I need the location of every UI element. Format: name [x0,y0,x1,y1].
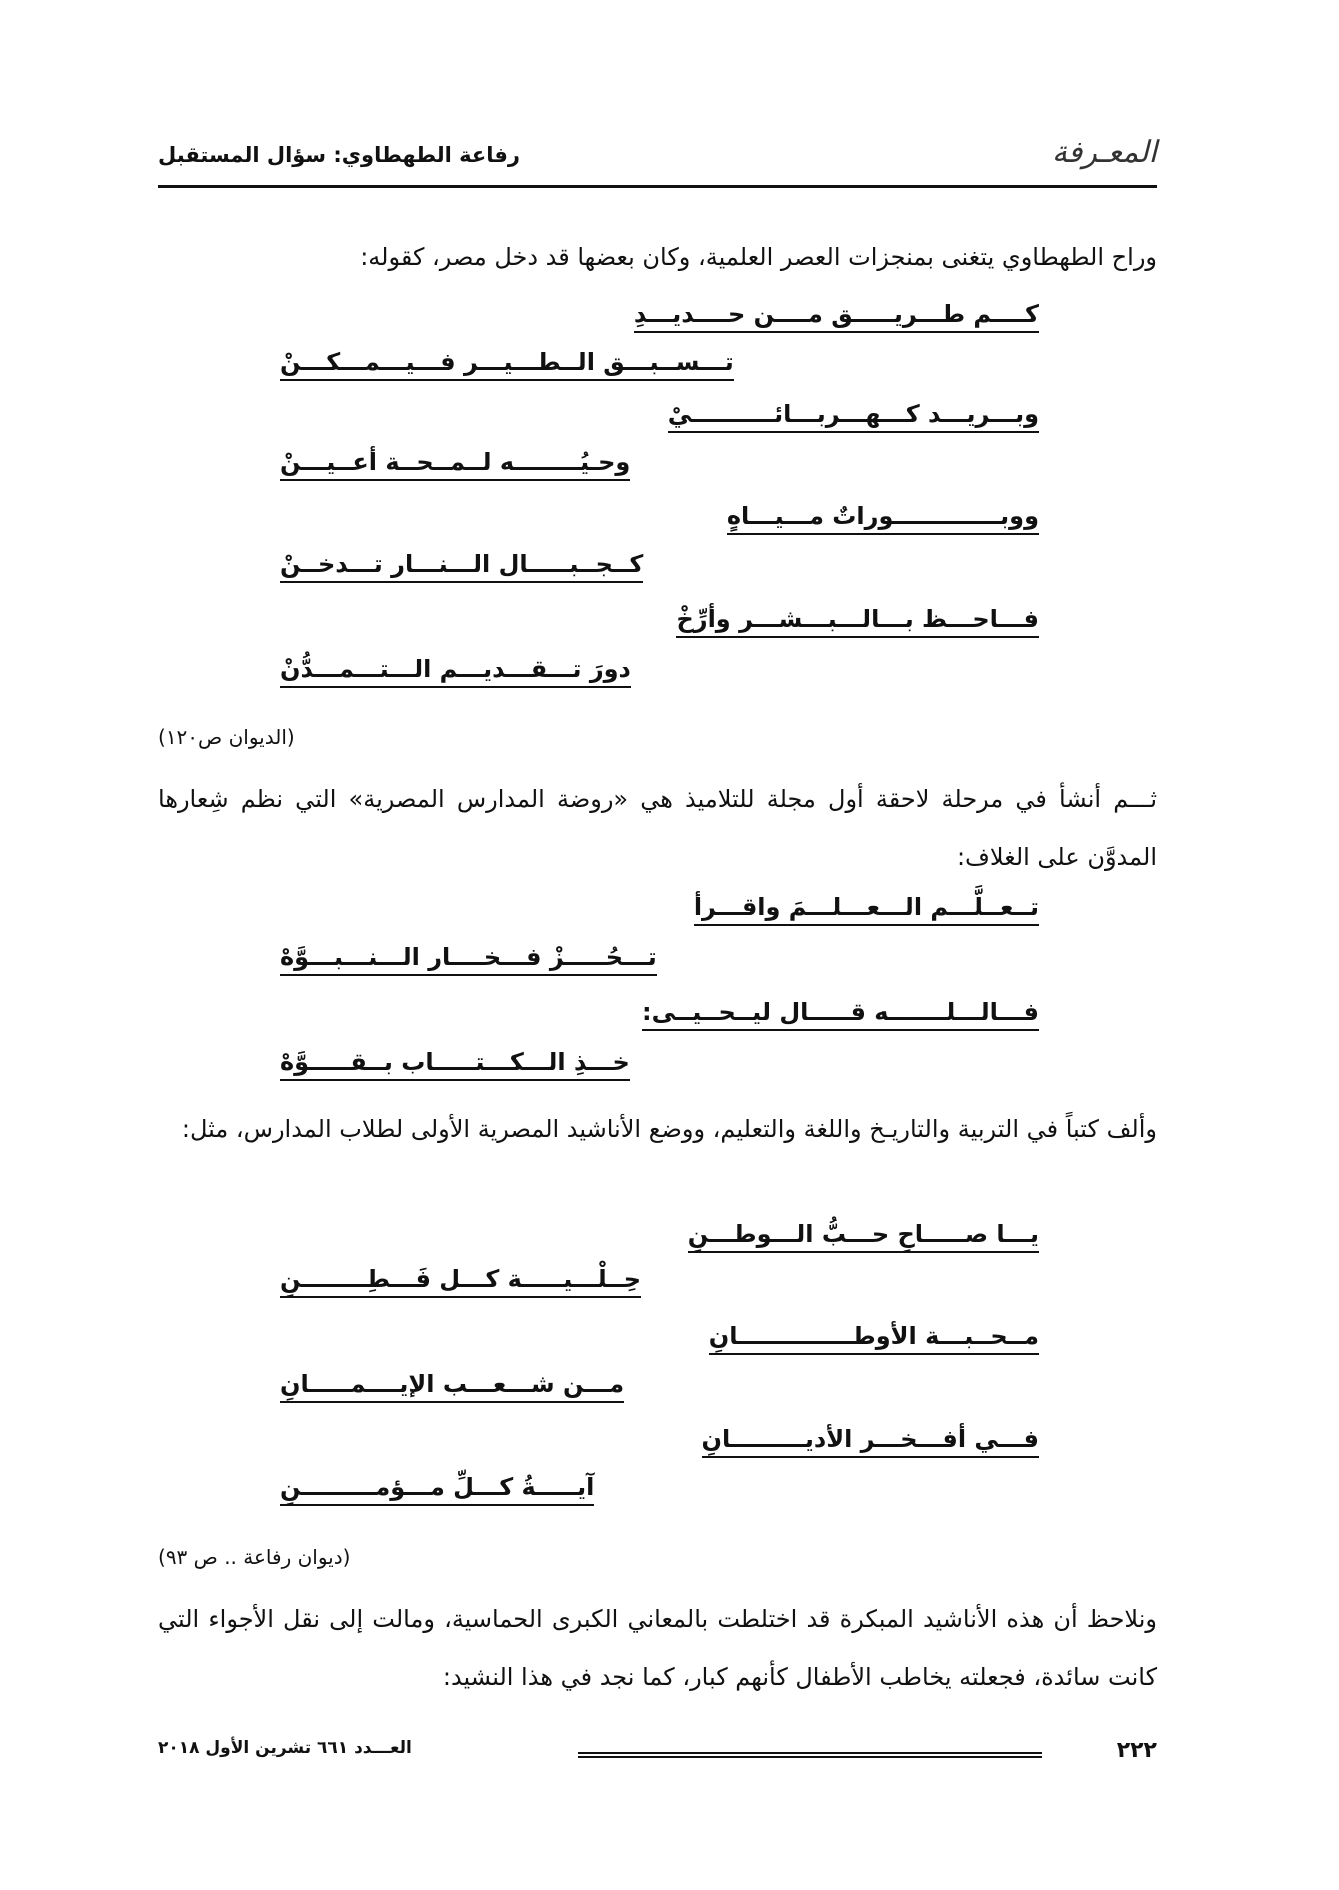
verse-line: مـــن شـــعـــب الإيــــمـــــانِ [280,1370,624,1398]
issue-info: العـــدد ٦٦١ تشرين الأول ٢٠١٨ [158,1738,412,1758]
verse-line: فـــاحـــظ بـــالـــبـــشـــر وأرِّخْ [676,605,1039,633]
verse-line: دورَ تـــقـــديـــم الـــتـــمـــدُّنْ [280,655,631,683]
verse-line: وحـيُــــــــه لــمــحــة أعــيـــنْ [280,448,630,476]
verse-line: مــحــبـــة الأوطــــــــــــــانِ [709,1322,1039,1350]
paragraph: ونلاحظ أن هذه الأناشيد المبكرة قد اختلطت بالمعاني الكبرى الحماسية، ومالت إلى نقل الأجواء التي كانت سائدة، فجعلته يخاطب الأطفال كأنهم كبار، كما نجد في هذا النشيد: [158,1605,1157,1691]
paragraph-intro: وراح الطهطاوي يتغنى بمنجزات العصر العلمية، وكان بعضها قد دخل مصر، كقوله: [360,243,1157,271]
citation: (الديوان ص١٢٠) [158,725,295,749]
verse-line: حِــلْـــيـــــة كـــل فَـــطِــــــــنِ [280,1265,641,1293]
verse-line: تــعــلَّـــم الـــعـــلـــمَ واقـــرأ [694,893,1039,921]
verse-line: وبـــريـــد كـــهـــربـــائــــــــــيْ [668,400,1039,428]
running-title: رفاعة الطهطاوي: سؤال المستقبل [158,143,520,167]
verse-line: فـــالـــلـــــــه قـــــال ليــحــيــى: [642,998,1039,1026]
verse-line: تـــســبـــق الــطـــيـــر فـــيـــمـــكـــنْ [280,348,734,376]
verse-line: ووبـــــــــــــوراتٌ مـــيـــاهٍ [727,502,1039,530]
page-header [158,135,1157,175]
verse-line: كــجــبـــــال الـــنـــار تـــدخــنْ [280,550,643,578]
paragraph: وألف كتباً في التربية والتاريـخ واللغة والتعليم، ووضع الأناشيد المصرية الأولى لطلاب المدارس، مثل: [181,1115,1157,1143]
magazine-logo: المعـرفة [1051,135,1157,170]
page-number: ٢٢٢ [1116,1738,1157,1763]
verse-line: كــــم طـــريـــــق مــــن حــــديـــدِ [634,300,1039,328]
page-footer [158,1738,1157,1778]
verse-line: آيـــــةُ كـــلِّ مـــؤمـــــــــنِ [280,1473,594,1501]
verse-line: خـــذِ الـــكـــتـــــاب بــقـــــوَّهْ [280,1048,630,1076]
footer-divider [578,1752,1042,1758]
header-divider [158,185,1157,188]
verse-line: تـــحُـــــزْ فـــخــــار الـــنـــبـــوَّهْ [280,943,657,971]
verse-line: يـــا صـــــاحِ حـــبُّ الـــوطـــنِ [688,1220,1039,1248]
paragraph: ثـــم أنشأ في مرحلة لاحقة أول مجلة للتلاميذ هي «روضة المدارس المصرية» التي نظم شِعارها المدوَّن على الغلاف: [158,785,1157,871]
verse-line: فـــي أفـــخـــر الأديـــــــــانِ [702,1425,1039,1453]
citation: (ديوان رفاعة .. ص ٩٣) [158,1545,351,1569]
